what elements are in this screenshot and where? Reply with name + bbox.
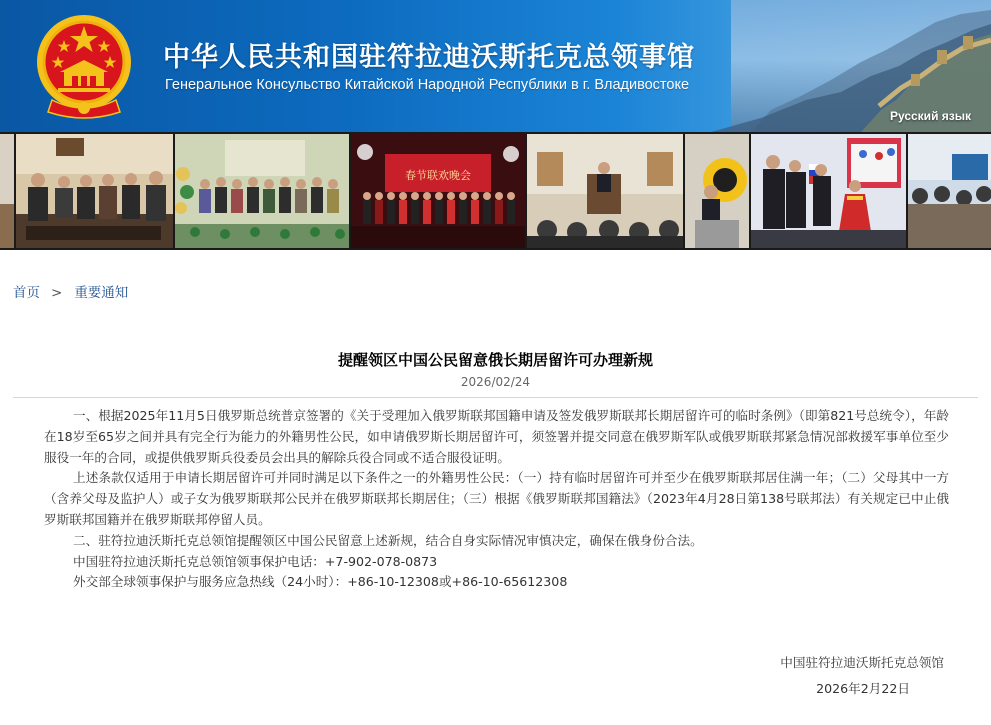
article-body bbox=[44, 406, 949, 593]
site-header bbox=[0, 0, 991, 132]
national-emblem-icon bbox=[34, 12, 134, 120]
photo-speech[interactable] bbox=[527, 134, 683, 248]
photo-group-meeting[interactable] bbox=[16, 134, 173, 248]
site-title-chinese: 中华人民共和国驻符拉迪沃斯托克总领事馆 bbox=[163, 42, 695, 73]
article-paragraph: 上述条款仅适用于申请长期居留许可并同时满足以下条件之一的外籍男性公民：（一）持有临时居留许可并至少在俄罗斯联邦居住满一年；（二）父母其中一方（含养父母及监护人）或子女为俄罗斯联邦公民并在俄罗斯联邦长期居住；（三）根据《俄罗斯联邦国籍法》（2023年4月28日第138号联邦法）有关规定已中止俄罗斯联邦国籍并在俄罗斯联邦停留人员。 bbox=[44, 470, 949, 527]
breadcrumb-home-link[interactable]: 首页 bbox=[13, 285, 40, 301]
photo-strip bbox=[0, 132, 991, 250]
article-signature bbox=[780, 650, 944, 702]
photo-group-hall[interactable] bbox=[175, 134, 349, 248]
article-date: 2026/02/24 bbox=[460, 375, 531, 389]
article-paragraph: 一、根据2025年11月5日俄罗斯总统普京签署的《关于受理加入俄罗斯联邦国籍申请及签发俄罗斯联邦长期居留许可的临时条例》（即第821号总统令），年龄在18岁至65岁之间并具有完全行为能力的外籍男性公民，如申请俄罗斯长期居留许可，须签署并提交同意在俄罗斯军队或俄罗斯联邦紧急情况部救援军事单位至少服役一年的合同，或提供俄罗斯兵役委员会出具的解除兵役合同或不适合服役证明。 bbox=[44, 408, 949, 465]
photo-audience[interactable] bbox=[908, 134, 991, 248]
photo-speaker-podium[interactable] bbox=[685, 134, 749, 248]
photo-fragment[interactable] bbox=[0, 134, 14, 248]
signature-organization: 中国驻符拉迪沃斯托克总领馆 bbox=[780, 655, 944, 670]
photo-spring-festival-gala[interactable] bbox=[351, 134, 525, 248]
article-paragraph: 中国驻符拉迪沃斯托克总领馆领事保护电话：+7-902-078-0873 bbox=[73, 553, 438, 569]
title-divider bbox=[13, 397, 978, 398]
breadcrumb-section-link[interactable]: 重要通知 bbox=[74, 285, 129, 301]
article-paragraph: 外交部全球领事保护与服务应急热线（24小时）：+86-10-12308或+86-10-65612308 bbox=[73, 574, 568, 590]
site-title-russian: Генеральное Консульство Китайской Народной Республики в г. Владивостоке bbox=[165, 77, 690, 93]
language-switch-link[interactable]: Русский язык bbox=[889, 109, 971, 123]
breadcrumb-separator: > bbox=[51, 285, 63, 301]
signature-date: 2026年2月22日 bbox=[816, 681, 910, 696]
photo-award-ceremony[interactable] bbox=[751, 134, 906, 248]
article-title: 提醒领区中国公民留意俄长期居留许可办理新规 bbox=[337, 351, 653, 369]
article-paragraph: 二、驻符拉迪沃斯托克总领馆提醒领区中国公民留意上述新规，结合自身实际情况审慎决定，确保在俄身份合法。 bbox=[73, 532, 703, 548]
gala-banner-text: 春节联欢晚会 bbox=[405, 169, 471, 182]
breadcrumb bbox=[13, 281, 128, 301]
